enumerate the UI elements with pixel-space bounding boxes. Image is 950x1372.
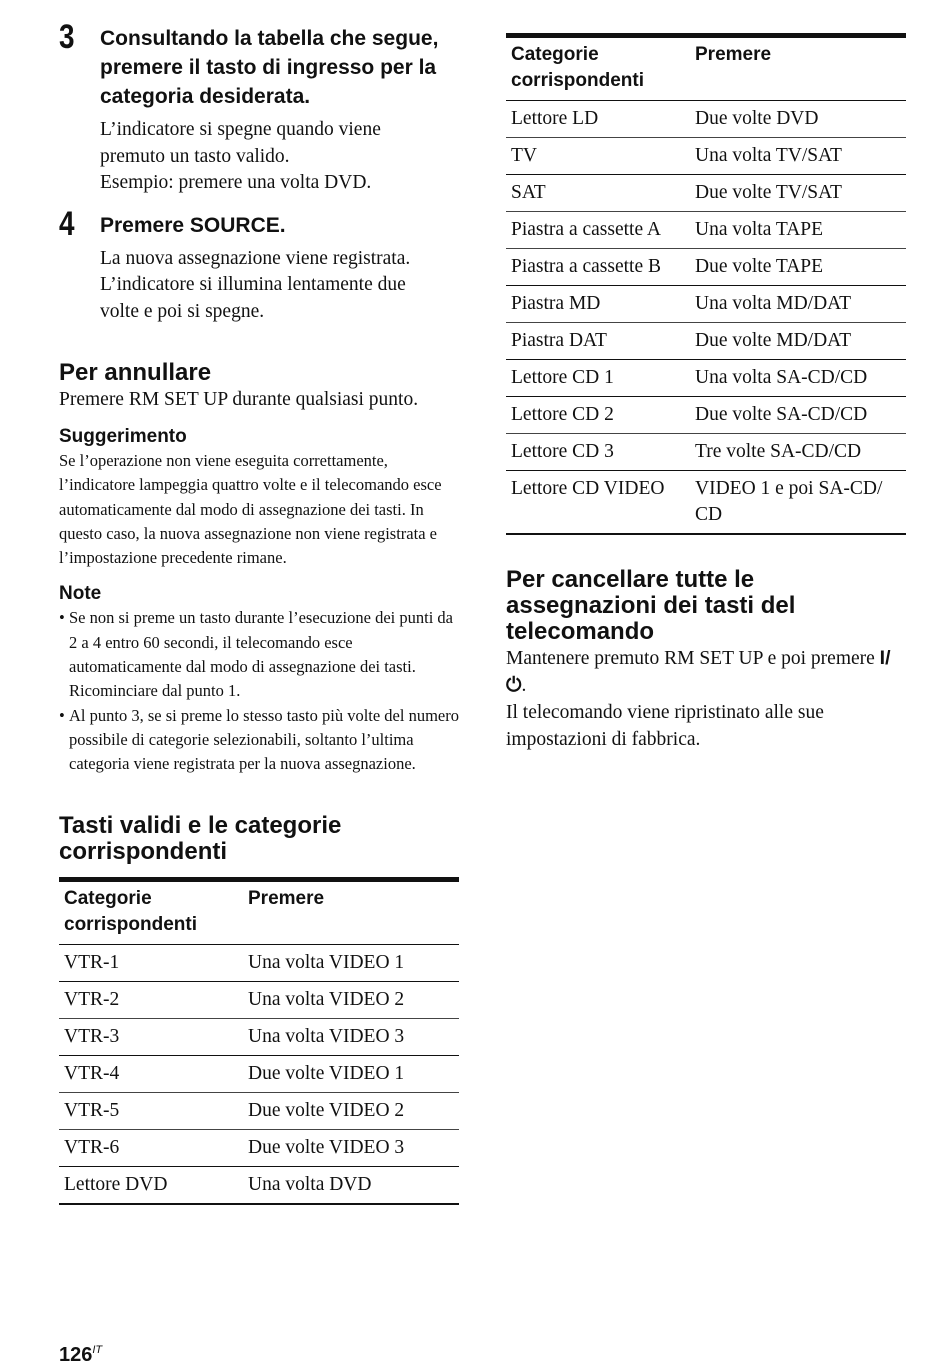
table-row [59,1055,459,1092]
press-cell: VIDEO 1 e poi SA-CD/ CD [690,471,906,535]
keys-table-left [59,877,459,1205]
press-cell: Due volte TAPE [690,249,906,286]
step-body-line: L’indicatore si spegne quando viene [100,119,381,140]
category-cell: Piastra MD [506,286,690,323]
table-row [506,397,906,434]
note-item-text: Al punto 3, se si preme lo stesso tasto più volte del numero possibile di categorie selezionabili, soltanto l’ultima categoria viene registrata per la nuova assegnazione. [69,705,459,774]
press-cell: Due volte VIDEO 2 [243,1092,459,1129]
category-cell: SAT [506,175,690,212]
power-icon: I/⏻ [506,647,891,696]
right-column [506,33,906,753]
category-cell: VTR-1 [59,944,243,981]
reset-text-prefix: Mantenere premuto RM SET UP e poi premere [506,648,875,669]
table-row [506,360,906,397]
category-cell: Piastra a cassette B [506,249,690,286]
press-cell: Una volta VIDEO 3 [243,1018,459,1055]
press-cell: Due volte DVD [690,101,906,138]
table-header-row [59,879,459,944]
table-row [506,434,906,471]
press-cell: Due volte SA-CD/CD [690,397,906,434]
reset-text-suffix: . [521,675,527,696]
press-cell: Tre volte SA-CD/CD [690,434,906,471]
table-header-press: Premere [243,879,459,944]
table-row [506,286,906,323]
step-number: 4 [59,204,75,243]
note-item-text: Se non si preme un tasto durante l’esecuzione dei punti da 2 a 4 entro 60 secondi, il telecomando esce automaticamente dal modo di assegnazione dei tasti. Ricominciare dal punto 1. [69,608,453,701]
press-cell: Una volta SA-CD/CD [690,360,906,397]
table-header-press: Premere [690,36,906,101]
category-cell: VTR-3 [59,1018,243,1055]
step-body-line: premuto un tasto valido. [100,145,290,167]
press-cell: Una volta DVD [243,1166,459,1204]
table-row [506,471,906,535]
category-cell: Lettore LD [506,101,690,138]
category-cell: Lettore CD 1 [506,360,690,397]
press-cell: Due volte VIDEO 3 [243,1129,459,1166]
step-body-line: La nuova assegnazione viene registrata. [100,247,411,269]
step-body-line: Esempio: premere una volta DVD. [100,172,372,193]
page-number-value: 126 [59,1344,93,1366]
press-cell: Una volta VIDEO 2 [243,981,459,1018]
cancel-text: Premere RM SET UP durante qualsiasi punto. [59,389,419,410]
note-item [59,704,459,777]
tip-text: Se l’operazione non viene eseguita correttamente, l’indicatore lampeggia quattro volte e il telecomando esce automaticamente dal modo di assegnazione dei tasti. In questo caso, la nuova assegnazione non viene registrata e l’impostazione precedente rimane. [59,451,442,568]
table-header-category: Categorie corrispondenti [59,879,243,944]
category-cell: Lettore CD 3 [506,434,690,471]
step-body-line: L’indicatore si illumina lentamente due [100,274,406,295]
step-body [100,117,459,197]
category-cell: Lettore DVD [59,1166,243,1204]
press-cell: Due volte VIDEO 1 [243,1055,459,1092]
bullet: • [59,705,65,725]
page-number [59,1338,102,1367]
table-row [506,175,906,212]
step-4 [59,204,459,326]
bullet: • [59,608,65,628]
reset-text-2: Il telecomando viene ripristinato alle sue impostazioni di fabbrica. [506,702,824,750]
press-cell: Una volta TAPE [690,212,906,249]
category-cell: VTR-2 [59,981,243,1018]
table-row [506,323,906,360]
tip-heading: Suggerimento [59,426,187,447]
category-cell: Lettore CD VIDEO [506,471,690,535]
step-body-line: volte e poi si spegne. [100,300,265,322]
reset-text-1 [506,645,906,699]
category-cell: TV [506,138,690,175]
press-cell: Due volte TV/SAT [690,175,906,212]
table-row [59,1092,459,1129]
cancel-heading: Per annullare [59,359,212,386]
reset-heading: Per cancellare tutte le assegnazioni dei tasti del telecomando [506,566,796,645]
note-item [59,606,459,703]
table-row [59,944,459,981]
step-3 [59,18,459,197]
table-section-heading: Tasti validi e le categorie corrispondenti [59,811,342,865]
step-title: Premere SOURCE. [100,213,286,237]
category-cell: VTR-5 [59,1092,243,1129]
note-heading: Note [59,583,102,605]
category-cell: Piastra DAT [506,323,690,360]
table-row [506,138,906,175]
table-row [506,212,906,249]
table-header-category: Categorie corrispondenti [506,36,690,101]
category-cell: Piastra a cassette A [506,212,690,249]
press-cell: Una volta TV/SAT [690,138,906,175]
keys-table-right [506,33,906,535]
table-row [59,981,459,1018]
step-title: Consultando la tabella che segue, premere il tasto di ingresso per la categoria desiderata. [100,27,439,108]
table-row [59,1166,459,1204]
table-header-row [506,36,906,101]
left-column [59,18,459,1205]
category-cell: Lettore CD 2 [506,397,690,434]
step-number: 3 [59,18,75,56]
table-row [506,249,906,286]
note-list [59,606,459,776]
table-row [59,1129,459,1166]
table-row [506,101,906,138]
step-body [100,246,459,326]
category-cell: VTR-6 [59,1129,243,1166]
table-row [59,1018,459,1055]
press-cell: Una volta VIDEO 1 [243,944,459,981]
category-cell: VTR-4 [59,1055,243,1092]
language-code: IT [92,1344,103,1356]
press-cell: Una volta MD/DAT [690,286,906,323]
press-cell: Due volte MD/DAT [690,323,906,360]
